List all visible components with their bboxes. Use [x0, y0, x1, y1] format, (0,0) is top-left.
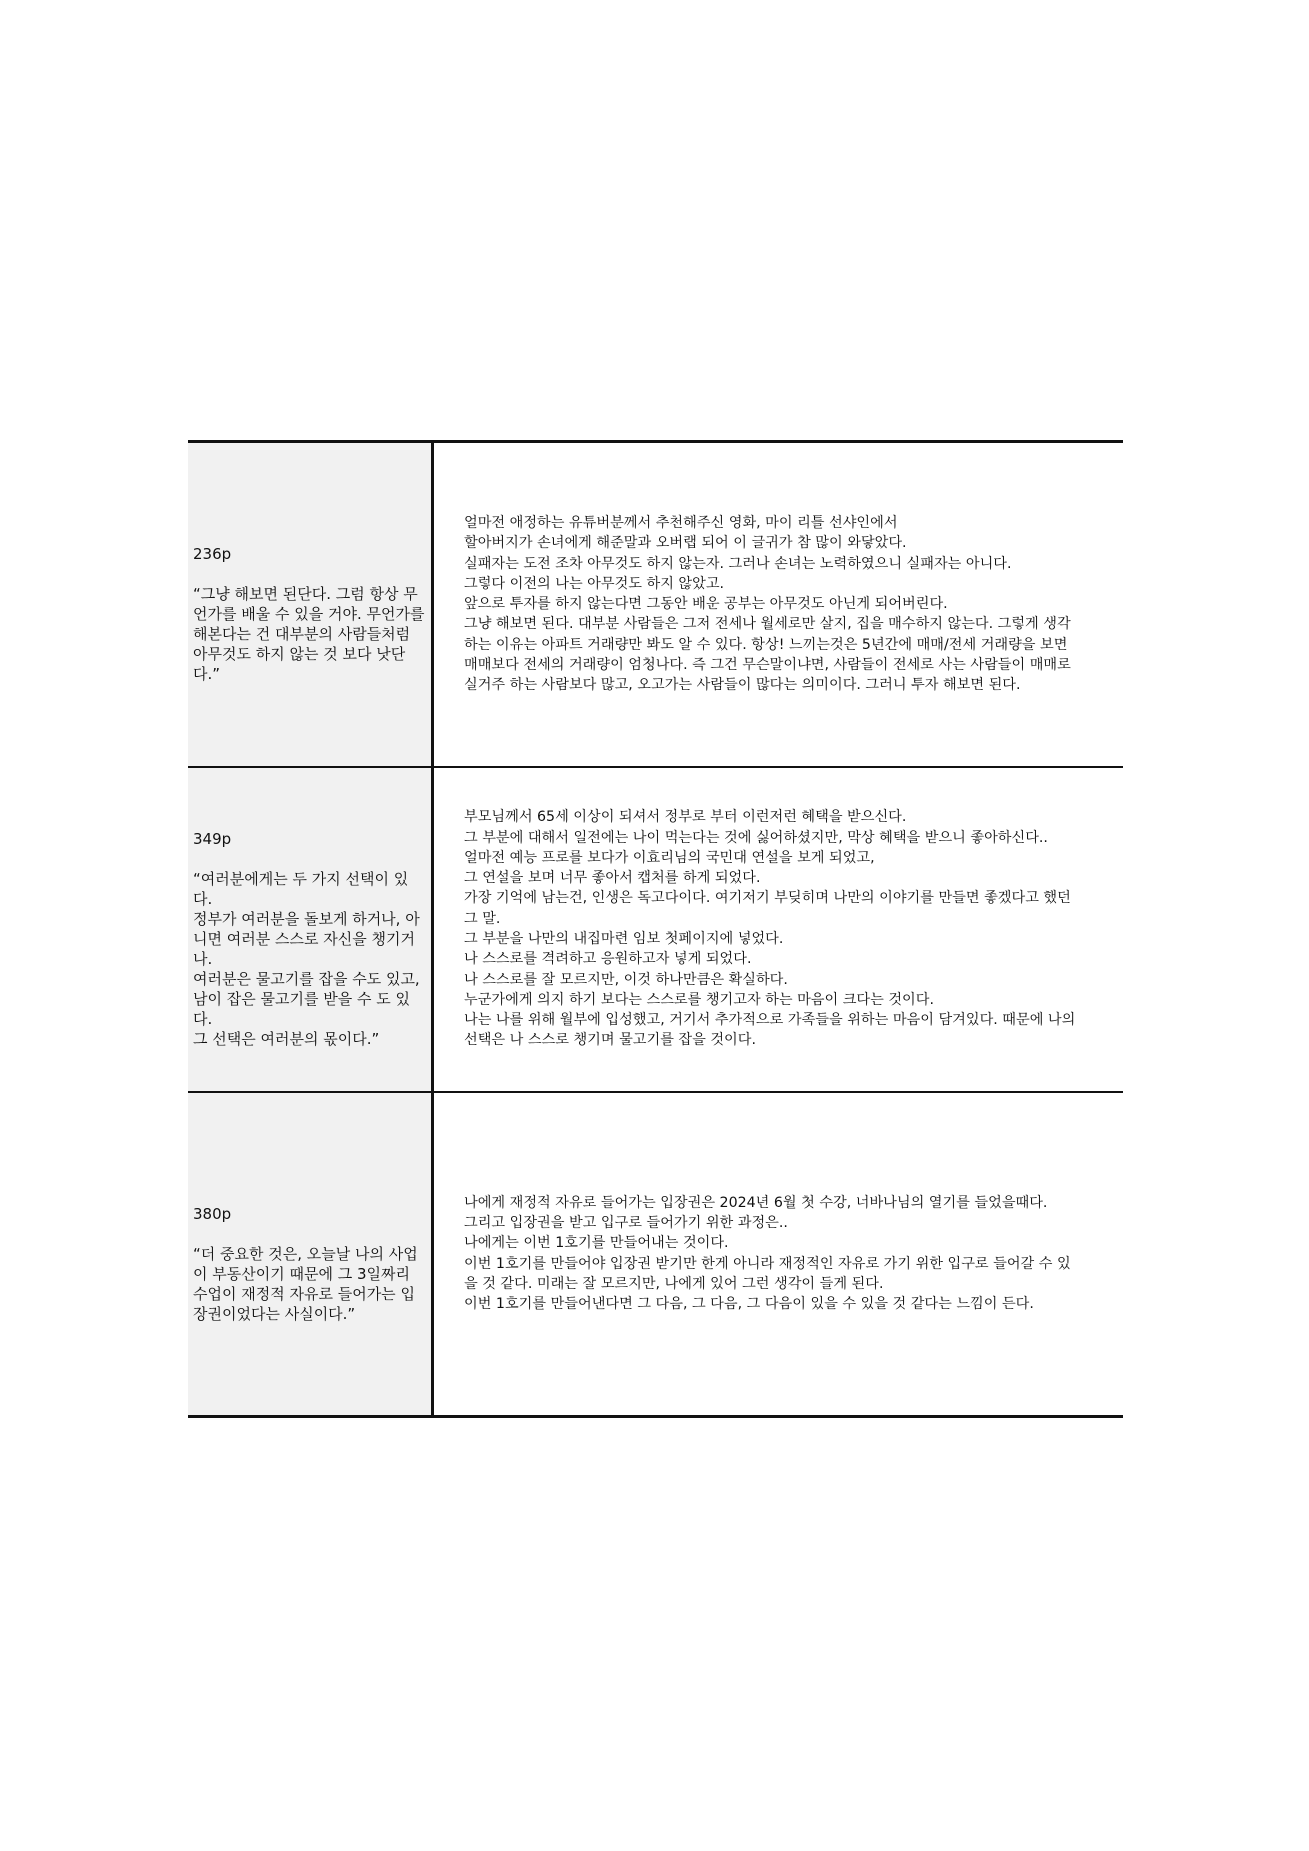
note-line: 하는 이유는 아파트 거래량만 봐도 알 수 있다. 항상! 느끼는것은 5년간에 매매/전세 거래량을 보면 [464, 636, 1068, 653]
note-line: 얼마전 예능 프로를 보다가 이효리님의 국민대 연설을 보게 되었고, [464, 849, 875, 866]
note-cell [433, 442, 1124, 767]
note-cell [433, 767, 1124, 1092]
note-line: 나 스스로를 격려하고 응원하고자 넣게 되었다. [464, 951, 752, 968]
note-line: 이번 1호기를 만들어야 입장권 받기만 한게 아니라 재정적인 자유로 가기 위한 입구로 들어갈 수 있 [464, 1255, 1071, 1272]
note-line: 선택은 나 스스로 챙기며 물고기를 잡을 것이다. [464, 1032, 756, 1049]
page-number: 380p [193, 1204, 232, 1223]
quote-block [188, 809, 431, 1049]
note-line: 누군가에게 의지 하기 보다는 스스로를 챙기고자 하는 마음이 크다는 것이다. [464, 991, 934, 1008]
reading-notes-table [188, 440, 1123, 1418]
note-line: 그냥 해보면 된다. 대부분 사람들은 그저 전세나 월세로만 살지, 집을 매수하지 않는다. 그렇게 생각 [464, 616, 1071, 633]
note-line: 나에게는 이번 1호기를 만들어내는 것이다. [464, 1235, 729, 1252]
note-line: 그 부분을 나만의 내집마련 임보 첫페이지에 넣었다. [464, 931, 784, 947]
note-line: 나 스스로를 잘 모르지만, 이것 하나만큼은 확실하다. [464, 971, 788, 988]
note-line: 부모님께서 65세 이상이 되셔서 정부로 부터 이런저런 혜택을 받으신다. [464, 809, 907, 826]
note-line: 매매보다 전세의 거래량이 엄청나다. 즉 그건 무슨말이냐면, 사람들이 전세로 사는 사람들이 매매로 [464, 656, 1071, 673]
page-number: 349p [193, 830, 232, 848]
book-quote: “더 중요한 것은, 오늘날 나의 사업 이 부동산이기 때문에 그 3일짜리 수업이 재정적 자유로 들어가는 입 장권이었다는 사실이다.” [193, 1244, 418, 1323]
note-line: 실거주 하는 사람보다 많고, 오고가는 사람들이 많다는 의미이다. 그러니 투자 해보면 된다. [464, 677, 1021, 694]
note-line: 나는 나를 위해 월부에 입성했고, 거기서 추가적으로 가족들을 위하는 마음이 담겨있다. 때문에 나의 [464, 1012, 1076, 1029]
quote-block [188, 524, 431, 684]
note-line: 그렇다 이전의 나는 아무것도 하지 않았고. [464, 575, 725, 592]
table-row [188, 1092, 1123, 1417]
note-line: 그 연설을 보며 너무 좋아서 캡처를 하게 되었다. [464, 870, 761, 887]
note-line: 이번 1호기를 만들어낸다면 그 다음, 그 다음, 그 다음이 있을 수 있을 것 같다는 느낌이 든다. [464, 1296, 1034, 1313]
note-cell [433, 1092, 1124, 1417]
quote-cell [188, 767, 433, 1092]
book-quote: “그냥 해보면 된단다. 그럼 항상 무 언가를 배울 수 있을 거야. 무언가를 해본다는 건 대부분의 사람들처럼 아무것도 하지 않는 것 보다 낫단 다.” [193, 585, 425, 684]
note-line: 앞으로 투자를 하지 않는다면 그동안 배운 공부는 아무것도 아닌게 되어버린다. [464, 596, 948, 613]
note-line: 그리고 입장권을 받고 입구로 들어가기 위한 과정은.. [464, 1215, 788, 1232]
note-line: 그 말. [464, 910, 501, 927]
note-line: 을 것 같다. 미래는 잘 모르지만, 나에게 있어 그런 생각이 들게 된다. [464, 1276, 884, 1293]
note-block [434, 1193, 1123, 1315]
note-block [434, 807, 1123, 1051]
note-line: 실패자는 도전 조차 아무것도 하지 않는자. 그러나 손녀는 노력하였으니 실패자는 아니다. [464, 555, 1012, 572]
note-block [434, 513, 1123, 696]
table-row [188, 442, 1123, 767]
quote-block [188, 1184, 431, 1324]
note-line: 할아버지가 손녀에게 해준말과 오버랩 되어 이 글귀가 참 많이 와닿았다. [464, 535, 907, 552]
table-row [188, 767, 1123, 1092]
quote-cell [188, 1092, 433, 1417]
book-quote: “여러분에게는 두 가지 선택이 있다. 정부가 여러분을 돌보게 하거나, 아 니면 여러분 스스로 자신을 챙기거 나. 여러분은 물고기를 잡을 수도 있고, 남이 잡은 물고기를 받을 수 도 있다. 그 선택은 여러분의 몫이다.” [193, 870, 420, 1048]
page-number: 236p [193, 545, 232, 564]
note-line: 그 부분에 대해서 일전에는 나이 먹는다는 것에 싫어하셨지만, 막상 혜택을 받으니 좋아하신다.. [464, 829, 1048, 846]
note-line: 가장 기억에 남는건, 인생은 독고다이다. 여기저기 부딪히며 나만의 이야기를 만들면 좋겠다고 했던 [464, 890, 1071, 907]
quote-cell [188, 442, 433, 767]
note-line: 나에게 재정적 자유로 들어가는 입장권은 2024년 6월 첫 수강, 너바나님의 열기를 들었을때다. [464, 1194, 1048, 1211]
note-line: 얼마전 애정하는 유튜버분께서 추천해주신 영화, 마이 리틀 선샤인에서 [464, 514, 898, 531]
